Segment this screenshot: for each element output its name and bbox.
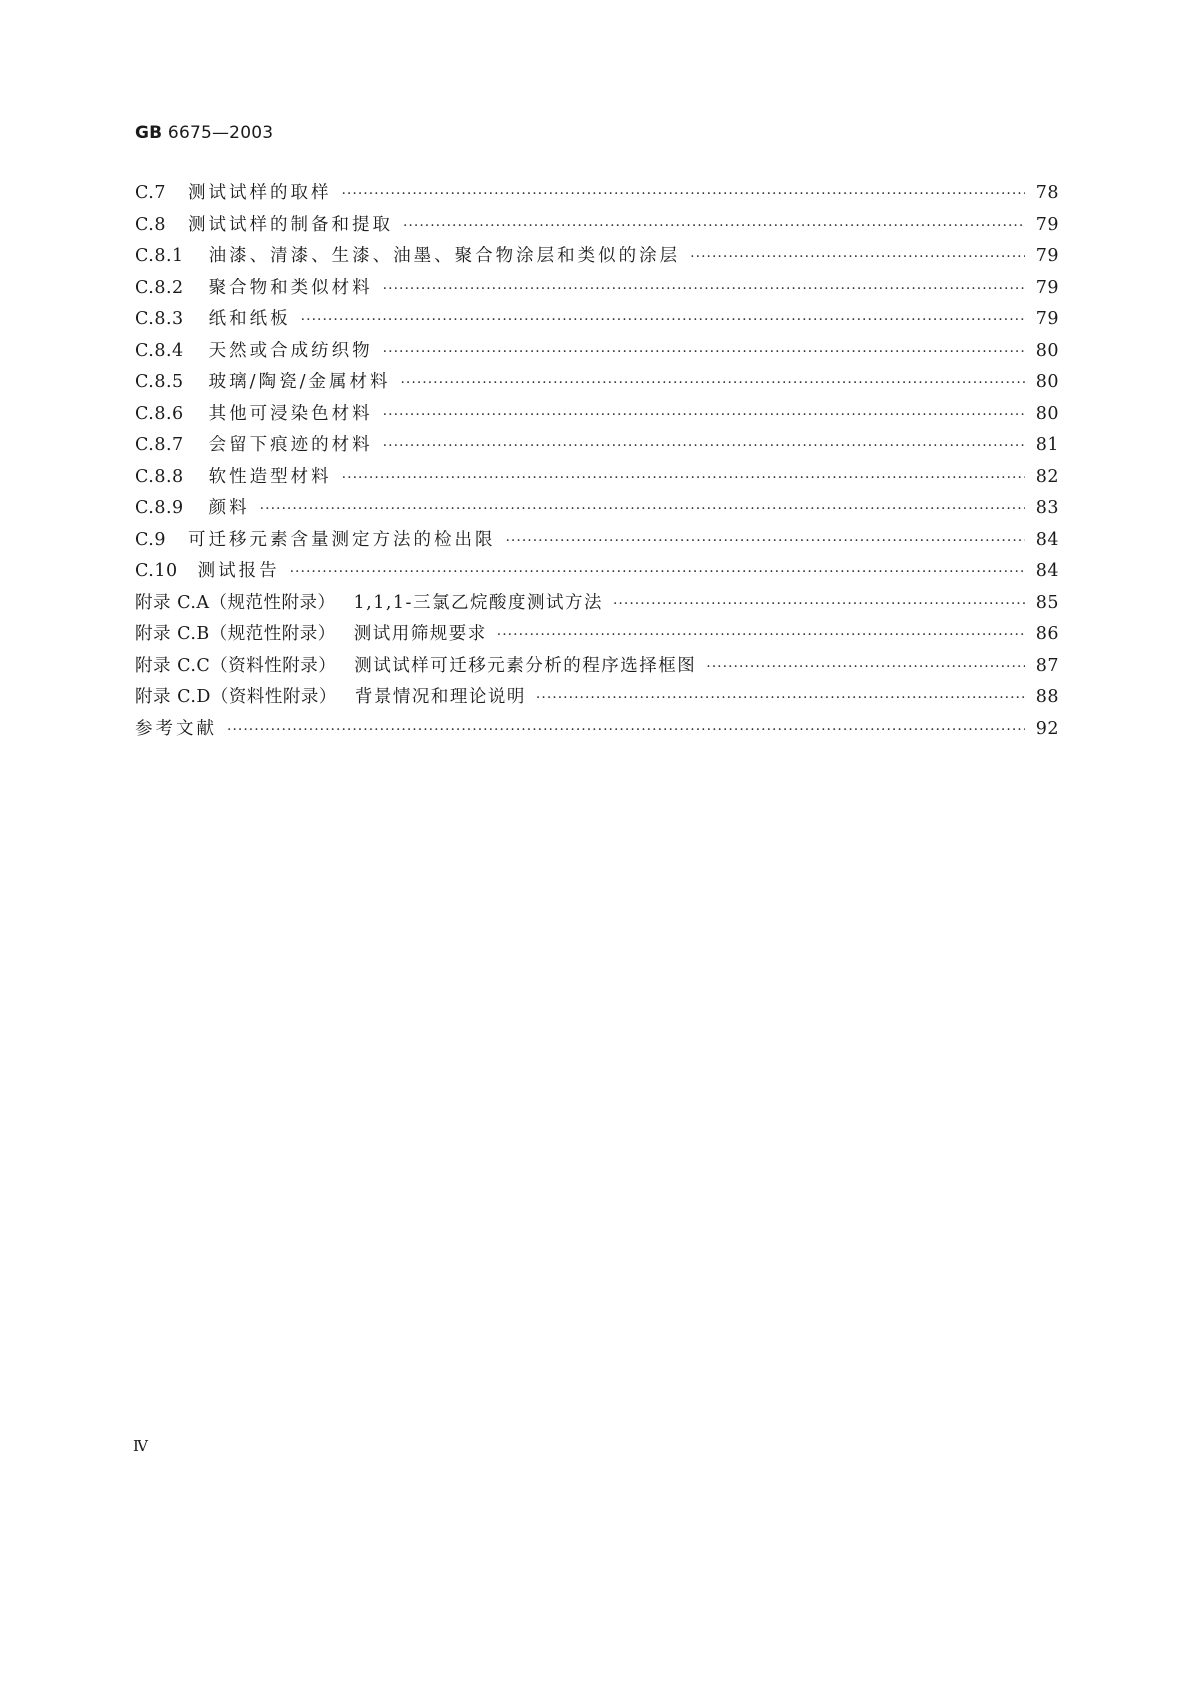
toc-entry-page: 80 [1035,403,1059,424]
toc-entry[interactable] [135,178,1059,210]
toc-entry[interactable] [135,619,1059,651]
toc-entry-page: 80 [1035,340,1059,361]
toc-entry-number: 附录 C.D（资料性附录） [135,687,337,707]
toc-entry-number: C.9 [135,529,166,550]
toc-entry-title: 油漆、清漆、生漆、油墨、聚合物涂层和类似的涂层 [208,246,681,266]
toc-entry[interactable] [135,462,1059,494]
toc-entry-page: 82 [1035,466,1059,487]
toc-dot-leader [403,211,1025,243]
toc-entry[interactable] [135,210,1059,242]
toc-entry[interactable] [135,525,1059,557]
toc-entry-title: 颜料 [208,498,250,518]
toc-entry-number: C.8.6 [135,403,184,424]
toc-entry-page: 84 [1035,561,1059,581]
toc-entry[interactable] [135,367,1059,399]
toc-dot-leader [301,305,1025,337]
toc-dot-leader [505,526,1025,558]
toc-entry-title: 参考文献 [135,718,217,739]
toc-entry-title: 测试试样的取样 [187,183,332,203]
toc-entry-title: 测试用筛规要求 [353,624,487,644]
toc-dot-leader [342,463,1025,495]
toc-entry-number: 附录 C.B（规范性附录） [135,624,336,644]
toc-entry[interactable] [135,241,1059,273]
standard-prefix: GB [135,123,163,143]
toc-entry-number: C.8.7 [135,435,184,455]
toc-entry-number: C.7 [135,183,166,203]
toc-entry-title: 1,1,1-三氯乙烷酸度测试方法 [353,592,603,613]
toc-entry-number: C.8.4 [135,340,184,361]
toc-entry-title: 会留下痕迹的材料 [208,435,373,455]
toc-entry-title: 其他可浸染色材料 [208,403,373,424]
toc-dot-leader [383,274,1025,306]
toc-dot-leader [383,431,1025,463]
toc-entry-page: 79 [1035,277,1059,298]
toc-entry-page: 85 [1035,592,1059,613]
toc-entry-page: 92 [1035,718,1059,739]
toc-entry-page: 80 [1035,372,1059,392]
toc-entry-page: 88 [1035,687,1059,707]
toc-entry-title: 可迁移元素含量测定方法的检出限 [187,529,496,550]
toc-dot-leader [690,242,1025,274]
toc-dot-leader [613,589,1025,621]
standard-number: 6675—2003 [167,123,274,143]
toc-entry-title: 聚合物和类似材料 [208,277,373,298]
toc-dot-leader [260,494,1025,526]
toc-entry-number: C.10 [135,561,178,581]
toc-entry-page: 79 [1035,309,1059,329]
toc-entry-title: 玻璃/陶瓷/金属材料 [208,372,391,392]
toc-entry[interactable] [135,714,1059,746]
toc-dot-leader [400,368,1025,400]
toc-entry[interactable] [135,336,1059,368]
toc-entry[interactable] [135,556,1059,588]
toc-entry-number: 附录 C.A（规范性附录） [135,592,336,613]
toc-entry-title: 测试试样的制备和提取 [187,214,393,235]
toc-entry-number: C.8.2 [135,277,184,298]
toc-entry-title: 测试报告 [197,561,280,581]
toc-entry[interactable] [135,493,1059,525]
toc-entry-title: 背景情况和理论说明 [354,687,526,707]
toc-entry[interactable] [135,304,1059,336]
toc-entry-page: 81 [1035,435,1059,455]
toc-entry-page: 84 [1035,529,1059,550]
toc-dot-leader [706,652,1025,684]
toc-entry-title: 测试试样可迁移元素分析的程序选择框图 [354,655,697,676]
toc-entry-page: 78 [1035,183,1059,203]
toc-entry-number: C.8.5 [135,372,184,392]
toc-dot-leader [341,179,1025,211]
toc-entry-title: 软性造型材料 [208,466,332,487]
document-header [135,123,273,143]
page-number: Ⅳ [133,1437,148,1455]
table-of-contents [135,178,1059,745]
toc-dot-leader [290,557,1025,589]
toc-entry-page: 79 [1035,214,1059,235]
toc-entry-page: 83 [1035,498,1059,518]
toc-entry-page: 87 [1035,655,1059,676]
toc-entry[interactable] [135,651,1059,683]
toc-entry-page: 79 [1035,246,1059,266]
toc-dot-leader [383,337,1025,369]
toc-entry-number: C.8.3 [135,309,184,329]
toc-dot-leader [227,715,1025,747]
toc-entry-number: 附录 C.C（资料性附录） [135,655,337,676]
toc-entry[interactable] [135,588,1059,620]
toc-entry-number: C.8.9 [135,498,184,518]
toc-entry[interactable] [135,273,1059,305]
toc-dot-leader [497,620,1025,652]
toc-entry[interactable] [135,682,1059,714]
toc-dot-leader [536,683,1025,715]
toc-entry[interactable] [135,399,1059,431]
toc-entry[interactable] [135,430,1059,462]
toc-entry-number: C.8.8 [135,466,184,487]
toc-entry-number: C.8.1 [135,246,184,266]
toc-entry-page: 86 [1035,624,1059,644]
toc-entry-title: 天然或合成纺织物 [208,340,373,361]
toc-entry-title: 纸和纸板 [208,309,291,329]
toc-dot-leader [383,400,1025,432]
toc-entry-number: C.8 [135,214,166,235]
